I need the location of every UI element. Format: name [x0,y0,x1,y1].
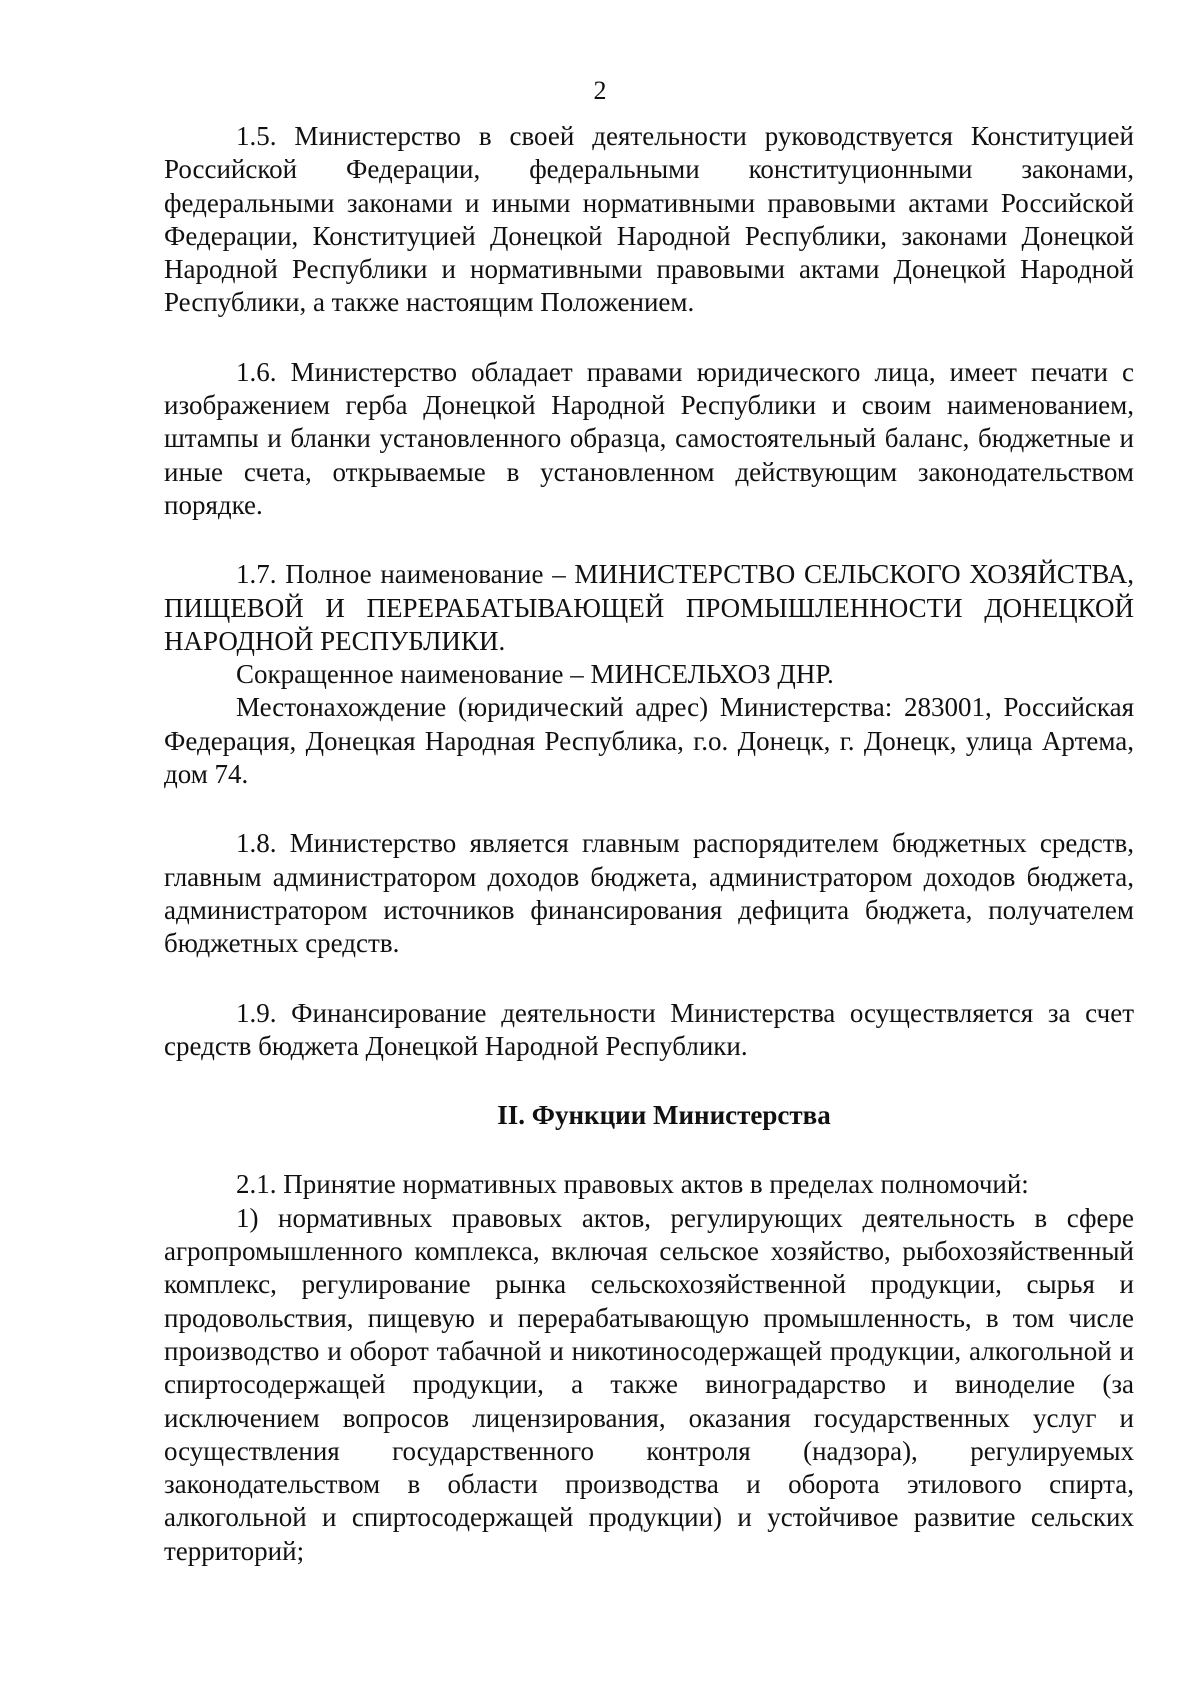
section-heading: II. Функции Министерства [497,1100,831,1131]
paragraph-1-9: 1.9. Финансирование деятельности Министерства осуществляется за счет средств бюджета Донецкой Народной Республики. [164,997,1134,1061]
paragraph-gap [164,961,1134,997]
document-body [164,120,1134,1568]
paragraph-1-8: 1.8. Министерство является главным распорядителем бюджетных средств, главным администратором доходов бюджета, администратором доходов бюджета, администратором источников финансирования дефицита бюджета, получателем бюджетных средств. [164,828,1134,959]
paragraph-1-7-address: Местонахождение (юридический адрес) Министерства: 283001, Российская Федерация, Донецкая Народная Республика, г.о. Донецк, г. Донецк, улица Артема, дом 74. [164,692,1134,790]
paragraph-gap [164,522,1134,558]
paragraph-1-5: 1.5. Министерство в своей деятельности руководствуется Конституцией Российской Федерации, федеральными конституционными законами, федеральными законами и иными нормативными правовыми актами Российской Федерации, Конституцией Донецкой Народной Республики, законами Донецкой Народной Республики и нормативными правовыми актами Донецкой Народной Республики, а также настоящим Положением. [164,121,1134,318]
paragraph-gap [164,320,1134,356]
paragraph-1-6: 1.6. Министерство обладает правами юридического лица, имеет печати с изображением герба Донецкой Народной Республики и своим наименованием, штампы и бланки установленного образца, самостоятельный баланс, бюджетные и иные счета, открываемые в установленном действующим законодательством порядке. [164,356,1134,520]
paragraph-gap [164,791,1134,827]
paragraph-1-7-full-name: 1.7. Полное наименование – МИНИСТЕРСТВО СЕЛЬСКОГО ХОЗЯЙСТВА, ПИЩЕВОЙ И ПЕРЕРАБАТЫВАЮЩЕЙ ПРОМЫШЛЕННОСТИ ДОНЕЦКОЙ НАРОДНОЙ РЕСПУБЛИКИ. [164,559,1134,656]
paragraph-gap [164,1132,1134,1168]
paragraph-gap [164,1063,1134,1099]
paragraph-2-1: 2.1. Принятие нормативных правовых актов в пределах полномочий: [236,1169,1029,1200]
paragraph-1-7-short-name: Сокращенное наименование – МИНСЕЛЬХОЗ ДНР. [236,659,834,690]
page-number: 2 [593,76,607,105]
paragraph-2-1-item-1: 1) нормативных правовых актов, регулирующих деятельность в сфере агропромышленного комплекса, включая сельское хозяйство, рыбохозяйственный комплекс, регулирование рынка сельскохозяйственной продукции, сырья и продовольствия, пищевую и перерабатывающую промышленность, в том числе производство и оборот табачной и никотиносодержащей продукции, алкогольной и спиртосодержащей продукции, а также виноградарство и виноделие (за исключением вопросов лицензирования, оказания государственных услуг и осуществления государственного контроля (надзора), регулируемых законодательством в области производства и оборота этилового спирта, алкогольной и спиртосодержащей продукции) и устойчивое развитие сельских территорий; [164,1202,1134,1566]
